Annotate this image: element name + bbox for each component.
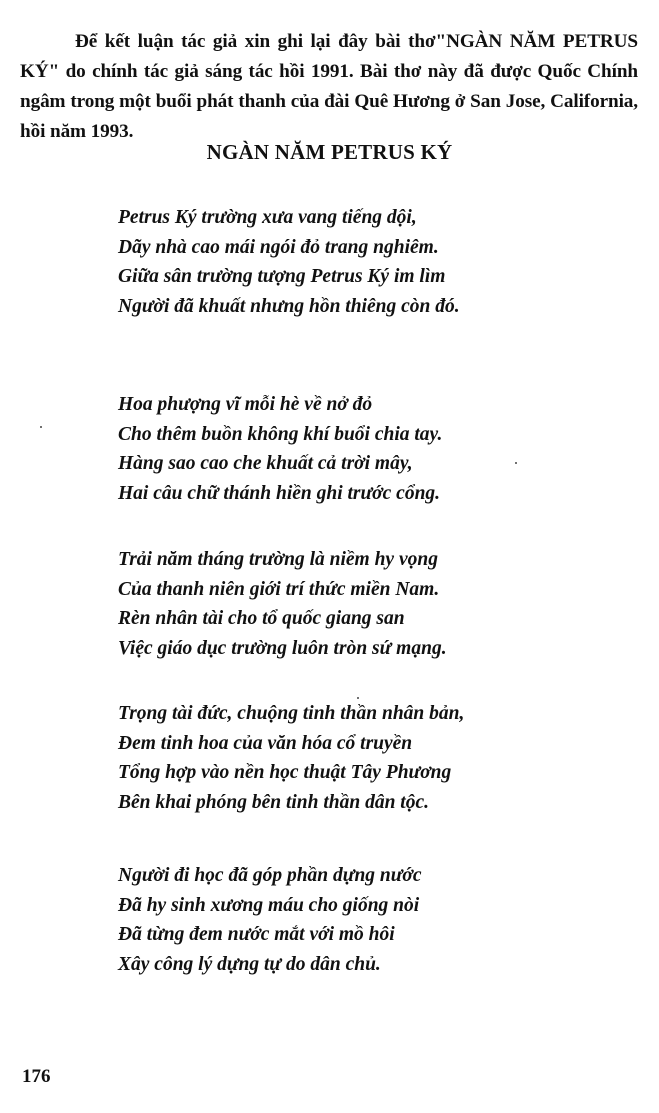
intro-paragraph: Để kết luận tác giả xin ghi lại đây bài thơ"NGÀN NĂM PETRUS KÝ" do chính tác giả sáng tác hồi 1991. Bài thơ này đã được Quốc Chính ngâm trong một buổi phát thanh của đài Quê Hương ở San Jose, California, hồi năm 1993.	[20, 31, 638, 142]
stanza-4	[118, 699, 598, 817]
scan-speck	[40, 426, 42, 428]
stanza-2	[118, 390, 598, 508]
scan-speck	[515, 462, 517, 464]
poem-title: NGÀN NĂM PETRUS KÝ	[206, 140, 453, 164]
poem-line: Việc giáo dục trường luôn tròn sứ mạng.	[118, 637, 447, 659]
poem-line: Trọng tài đức, chuộng tinh thần nhân bản,	[118, 703, 465, 724]
stanza-5	[118, 861, 598, 979]
scan-speck	[357, 697, 359, 699]
poem-line: Hai câu chữ thánh hiền ghi trước cổng.	[118, 482, 441, 504]
poem-line: Trải năm tháng trường là niềm hy vọng	[118, 549, 438, 570]
poem-line: Cho thêm buồn không khí buổi chia tay.	[118, 423, 443, 445]
stanza-1	[118, 203, 598, 321]
poem-line: Petrus Ký trường xưa vang tiếng dội,	[118, 207, 417, 228]
poem-line: Hàng sao cao che khuất cả trời mây,	[118, 453, 413, 474]
poem-line: Người đi học đã góp phần dựng nước	[118, 865, 422, 886]
page-number: 176	[22, 1066, 51, 1087]
poem-line: Xây công lý dựng tự do dân chủ.	[118, 953, 381, 975]
poem-line: Giữa sân trường tượng Petrus Ký im lìm	[118, 266, 446, 287]
poem-line: Của thanh niên giới trí thức miền Nam.	[118, 578, 440, 600]
poem-line: Rèn nhân tài cho tổ quốc giang san	[118, 608, 405, 629]
stanza-3	[118, 545, 598, 663]
poem-line: Đã từng đem nước mắt với mồ hôi	[118, 924, 395, 945]
poem-line: Người đã khuất nhưng hồn thiêng còn đó.	[118, 295, 460, 317]
poem-line: Bên khai phóng bên tinh thần dân tộc.	[118, 791, 430, 813]
poem-line: Đem tinh hoa của văn hóa cổ truyền	[118, 732, 413, 754]
poem-line: Tổng hợp vào nền học thuật Tây Phương	[118, 762, 452, 783]
poem-line: Dãy nhà cao mái ngói đỏ trang nghiêm.	[118, 236, 439, 258]
poem-line: Hoa phượng vĩ mỗi hè về nở đỏ	[118, 394, 373, 415]
poem-line: Đã hy sinh xương máu cho giống nòi	[118, 894, 420, 916]
